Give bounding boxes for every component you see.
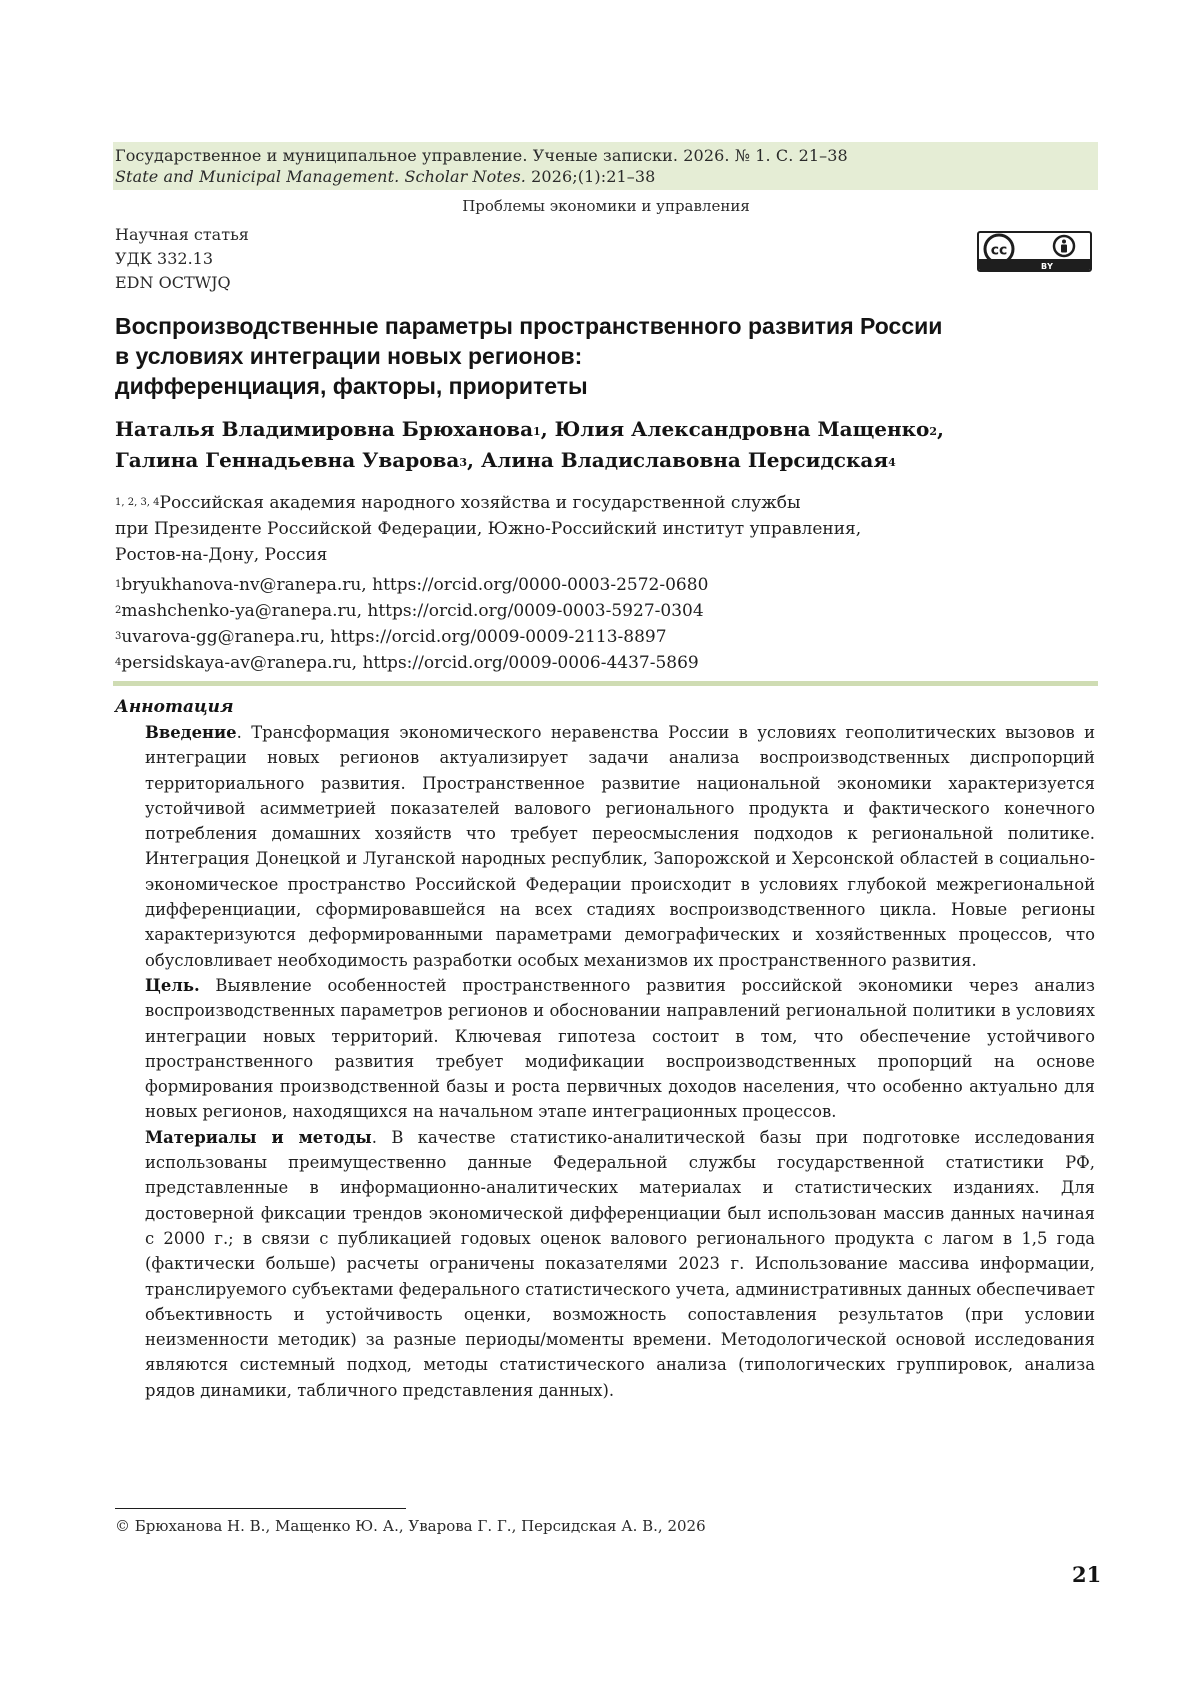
author-contacts xyxy=(115,572,708,676)
abstract-aim xyxy=(145,973,1095,1125)
affiliation-line-1: $^{1, 2, 3, 4}$Российская академия народного хозяйства и государственной службы xyxy=(115,493,801,513)
author-name: Алина Владиславовна Персидская xyxy=(480,448,889,472)
contact-text[interactable]: persidskaya-av@ranepa.ru, https://orcid.org/0009-0006-4437-5869 xyxy=(121,653,699,673)
title-line-3: дифференциация, факторы, приоритеты xyxy=(115,373,588,399)
aim-label: Цель. xyxy=(145,975,200,995)
contact-text[interactable]: bryukhanova-nv@ranepa.ru, https://orcid.org/0000-0003-2572-0680 xyxy=(121,575,709,595)
contact-line[interactable] xyxy=(115,572,708,598)
authors-line-1 xyxy=(115,414,944,445)
affiliation xyxy=(115,490,861,568)
article-meta xyxy=(115,223,249,295)
by-person-icon xyxy=(1054,236,1074,256)
license-band xyxy=(979,259,1090,270)
abstract-introduction xyxy=(145,720,1095,973)
contact-line[interactable] xyxy=(115,598,708,624)
author-separator: , xyxy=(937,417,945,441)
author-affil-sup: 4 xyxy=(888,456,896,469)
abstract-methods xyxy=(145,1125,1095,1403)
cc-by-license-badge[interactable] xyxy=(977,231,1092,272)
contact-sup: 3 xyxy=(115,631,122,642)
license-label: BY xyxy=(1041,262,1054,271)
intro-text: . Трансформация экономического неравенства России в условиях геополитических вызовов и интеграции новых регионов актуализирует задачи анализа воспроизводственных диспропорций территориального развития. Пространственное развитие национальной экономики характеризуется устойчивой асимметрией показателей валового регионального продукта и фактического конечного потребления домашних хозяйств что требует переосмысления подходов к региональной политике. Интеграция Донецкой и Луганской народных республик, Запорожской и Херсонской областей в социально-экономическое пространство Российской Федерации происходит в условиях глубокой межрегиональной дифференциации, сформировавшейся на всех стадиях воспроизводственного цикла. Новые регионы характеризуются деформированными параметрами демографических и хозяйственных процессов, что обусловливает необходимость разработки особых механизмов их пространственного развития. xyxy=(145,723,1095,970)
article-title xyxy=(115,311,1095,401)
journal-citation-ru: Государственное и муниципальное управление. Ученые записки. 2026. № 1. С. 21–38 xyxy=(115,146,848,165)
author-separator: , xyxy=(540,417,555,441)
authors-line-2 xyxy=(115,445,944,476)
author-name: Наталья Владимировна Брюханова xyxy=(115,417,534,441)
intro-label: Введение xyxy=(145,723,237,742)
udc-code: УДК 332.13 xyxy=(115,249,214,268)
contact-sup: 4 xyxy=(115,657,122,668)
section-divider xyxy=(113,681,1098,686)
journal-title-en: State and Municipal Management. Scholar Notes. xyxy=(115,167,526,186)
journal-banner xyxy=(113,142,1098,190)
author-affil-sup: 2 xyxy=(929,425,938,438)
contact-line[interactable] xyxy=(115,650,708,676)
edn-code: EDN OCTWJQ xyxy=(115,273,231,292)
affiliation-sup: 1, 2, 3, 4 xyxy=(115,497,160,508)
contact-line[interactable] xyxy=(115,624,708,650)
title-line-1: Воспроизводственные параметры пространственного развития России xyxy=(115,313,943,339)
title-line-2: в условиях интеграции новых регионов: xyxy=(115,343,583,369)
author-name: Галина Геннадьевна Уварова xyxy=(115,448,460,472)
contact-sup: 2 xyxy=(115,605,122,616)
page-number: 21 xyxy=(1072,1562,1102,1587)
author-affil-sup: 1 xyxy=(533,425,541,438)
methods-text: . В качестве статистико-аналитической базы при подготовке исследования использованы преимущественно данные Федеральной службы государственной статистики РФ, представленные в информационно-аналитических материалах и статистических изданиях. Для достоверной фиксации трендов экономической дифференциации был использован массив данных начиная с 2000 г.; в связи с публикацией годовых оценок валового регионального продукта с лагом в 1,5 года (фактически больше) расчеты ограничены показателями 2023 г. Использование массива информации, транслируемого субъектами федерального статистического учета, административных данных обеспечивает объективность и устойчивость оценки, возможность сопоставления результатов (при условии неизменности методик) за разные периоды/моменты времени. Методологической основой исследования являются системный подход, методы статистического анализа (типологических группировок, анализа рядов динамики, табличного представления данных). xyxy=(145,1127,1095,1400)
authors xyxy=(115,414,944,476)
author-name: Юлия Александровна Мащенко xyxy=(554,417,930,441)
abstract-body xyxy=(145,720,1095,1403)
section-label: Проблемы экономики и управления xyxy=(462,197,750,215)
article-type: Научная статья xyxy=(115,225,249,244)
svg-text:cc: cc xyxy=(990,242,1008,259)
contact-text[interactable]: uvarova-gg@ranepa.ru, https://orcid.org/0009-0009-2113-8897 xyxy=(121,627,667,647)
journal-citation-en xyxy=(115,166,1098,187)
affiliation-line-2: при Президенте Российской Федерации, Южно-Российский институт управления, xyxy=(115,519,862,539)
methods-label: Материалы и методы xyxy=(145,1127,372,1147)
journal-issue-en: 2026;(1):21–38 xyxy=(525,167,656,186)
author-separator: , xyxy=(467,448,481,472)
contact-sup: 1 xyxy=(115,579,122,590)
author-affil-sup: 3 xyxy=(459,456,468,469)
affiliation-line-3: Ростов-на-Дону, Россия xyxy=(115,545,328,565)
aim-text: Выявление особенностей пространственного развития российской экономики через анализ воспроизводственных параметров регионов и обосновании направлений региональной политики в условиях интеграции новых территорий. Ключевая гипотеза состоит в том, что обеспечение устойчивого пространственного развития требует модификации воспроизводственных пропорций на основе формирования производственной базы и роста первичных доходов населения, что особенно актуально для новых регионов, находящихся на начальном этапе интеграционных процессов. xyxy=(145,975,1095,1122)
footnote-rule xyxy=(115,1508,406,1509)
copyright-notice: © Брюханова Н. В., Мащенко Ю. А., Уварова Г. Г., Персидская А. В., 2026 xyxy=(115,1517,706,1535)
abstract-heading: Аннотация xyxy=(115,697,234,717)
contact-text[interactable]: mashchenko-ya@ranepa.ru, https://orcid.org/0009-0003-5927-0304 xyxy=(121,601,704,621)
